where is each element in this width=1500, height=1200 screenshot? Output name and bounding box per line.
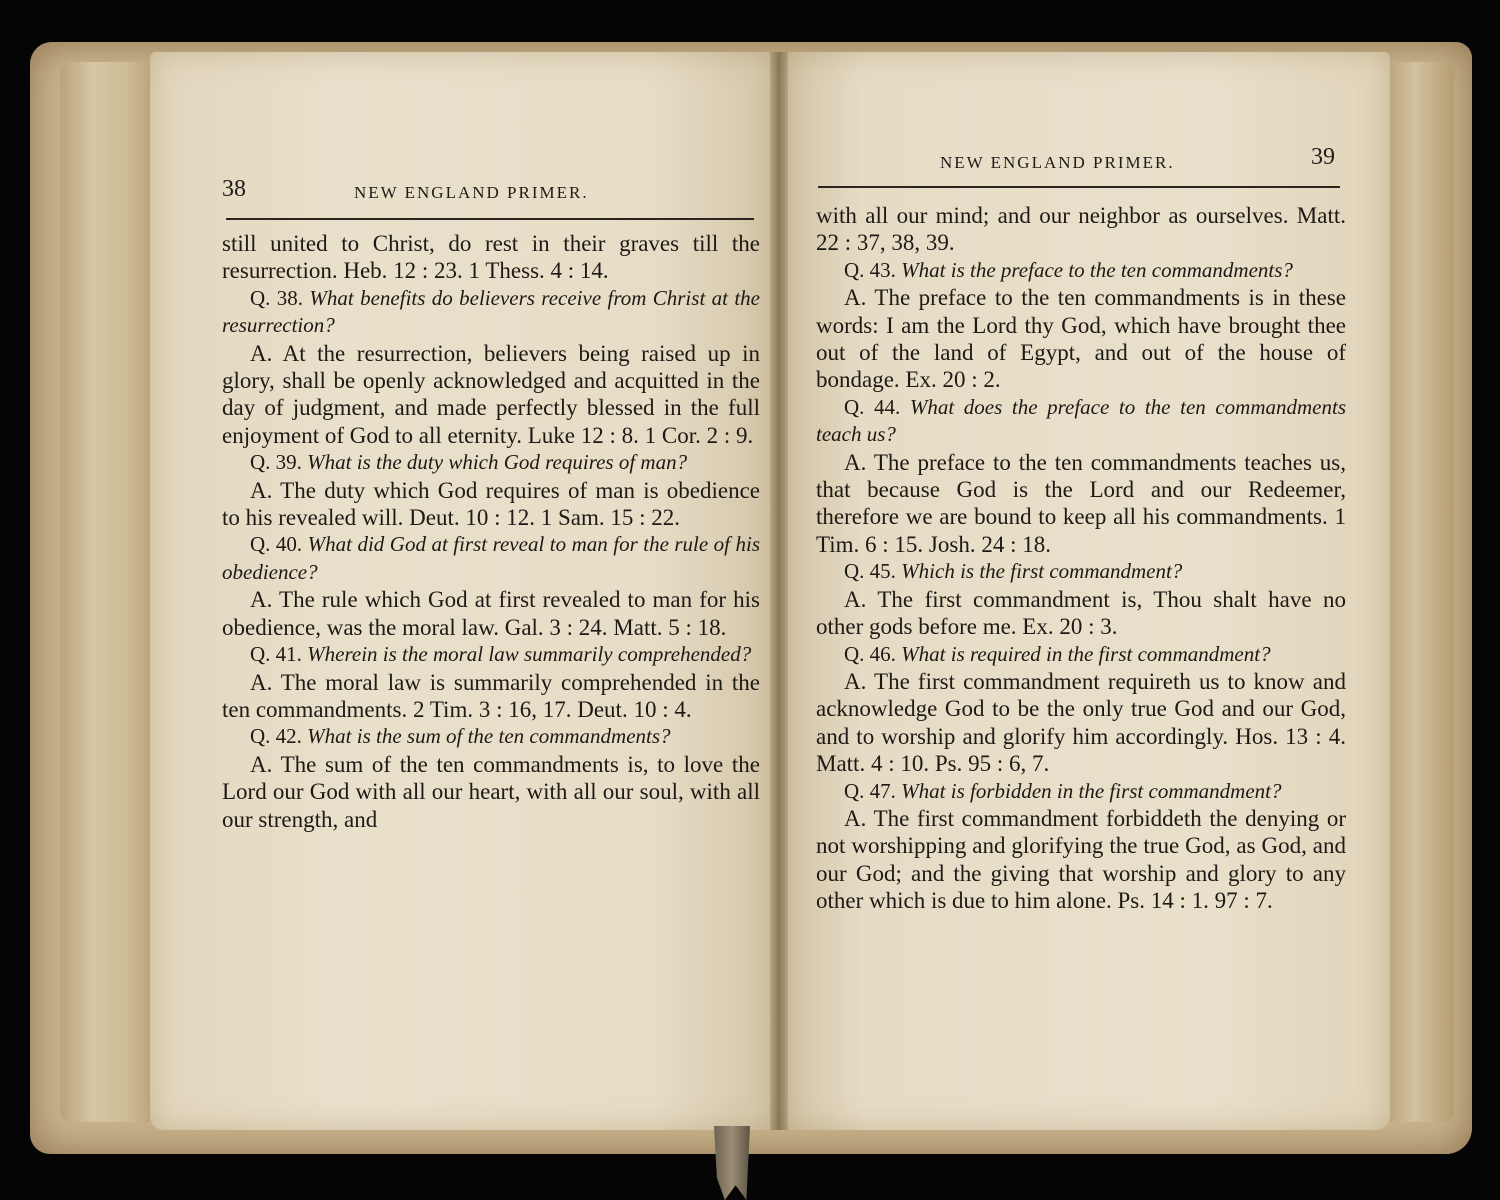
answer-paragraph: with all our mind; and our neighbor as ourselves. Matt. 22 : 37, 38, 39. [816,203,1346,256]
left-page-number: 38 [222,176,246,202]
right-page-edges [1384,62,1454,1122]
book-gutter [770,52,788,1130]
question-text: What is forbidden in the first commandment? [901,778,1282,803]
answer-paragraph: A. The first commandment requireth us to know and acknowledge God to be the only true God and our God, and to worship and glorify him accordingly. Hos. 13 : 4. Matt. 4 : 10. Ps. 95 : 6, 7. [816,668,1346,777]
left-page-edges [60,62,156,1122]
answer-paragraph: A. The moral law is summarily comprehended in the ten commandments. 2 Tim. 3 : 16, 17. Deut. 10 : 4. [222,669,760,722]
question-text: What is the duty which God requires of man? [307,450,688,475]
question-text: What is the preface to the ten commandments? [901,257,1293,282]
answer-paragraph: A. The sum of the ten commandments is, to love the Lord our God with all our heart, with all our soul, with all our strength, and [222,751,760,832]
question-number: Q. 47. [844,778,896,803]
question-paragraph [222,723,760,750]
left-running-head: NEW ENGLAND PRIMER. [354,183,589,202]
question-paragraph [816,257,1346,284]
answer-paragraph: A. The duty which God requires of man is obedience to his revealed will. Deut. 10 : 12. 1 Sam. 15 : 22. [222,477,760,531]
question-paragraph [816,558,1346,585]
question-number: Q. 45. [844,559,896,584]
question-paragraph [816,641,1346,668]
answer-paragraph: A. The first commandment is, Thou shalt have no other gods before me. Ex. 20 : 3. [816,586,1346,640]
right-page-number: 39 [1311,144,1335,170]
question-number: Q. 44. [844,394,901,419]
question-text: Wherein is the moral law summarily comprehended? [307,642,752,667]
question-text: What benefits do believers receive from Christ at the resurrection? [222,285,760,338]
question-paragraph [222,641,760,668]
question-number: Q. 38. [250,285,304,310]
question-text: What is required in the first commandment? [901,641,1271,666]
question-number: Q. 41. [250,642,302,667]
question-text: What is the sum of the ten commandments? [307,724,671,749]
question-number: Q. 39. [250,450,302,475]
answer-paragraph: still united to Christ, do rest in their graves till the resurrection. Heb. 12 : 23. 1 Thess. 4 : 14. [222,231,760,284]
question-paragraph [816,394,1346,449]
left-page-body [222,230,760,833]
answer-paragraph: A. The preface to the ten commandments teaches us, that because God is the Lord and our Redeemer, therefore we are bound to keep all his commandments. 1 Tim. 6 : 15. Josh. 24 : 18. [816,449,1346,557]
answer-paragraph: A. The first commandment forbiddeth the denying or not worshipping and glorifying the true God, as God, and our God; and the giving that worship and glory to any other which is due to him alone. Ps. 14 : 1. 97 : 7. [816,805,1346,914]
question-paragraph [816,778,1346,805]
question-text: What did God at first reveal to man for the rule of his obedience? [222,532,761,584]
answer-paragraph: A. The preface to the ten commandments is in these words: I am the Lord thy God, which have brought thee out of the land of Egypt, and out of the house of bondage. Ex. 20 : 2. [816,285,1346,393]
right-page-body [816,202,1346,915]
question-text: Which is the first commandment? [901,559,1183,584]
right-running-head: NEW ENGLAND PRIMER. [940,153,1175,172]
bookmark-ribbon [714,1126,750,1200]
question-number: Q. 40. [250,532,303,557]
right-header-rule [818,186,1340,188]
answer-paragraph: A. At the resurrection, believers being raised up in glory, shall be openly acknowledged and acquitted in the day of judgment, and made perfectly blessed in the full enjoyment of God to all eternity. Luke 12 : 8. 1 Cor. 2 : 9. [222,340,760,448]
left-header-rule [226,218,754,220]
answer-paragraph: A. The rule which God at first revealed to man for his obedience, was the moral law. Gal. 3 : 24. Matt. 5 : 18. [222,587,760,640]
question-paragraph [222,449,760,476]
question-number: Q. 42. [250,724,302,749]
question-number: Q. 46. [844,641,896,666]
question-paragraph [222,285,760,340]
question-number: Q. 43. [844,257,896,282]
question-text: What does the preface to the ten commandments teach us? [816,394,1346,447]
question-paragraph [222,531,760,586]
